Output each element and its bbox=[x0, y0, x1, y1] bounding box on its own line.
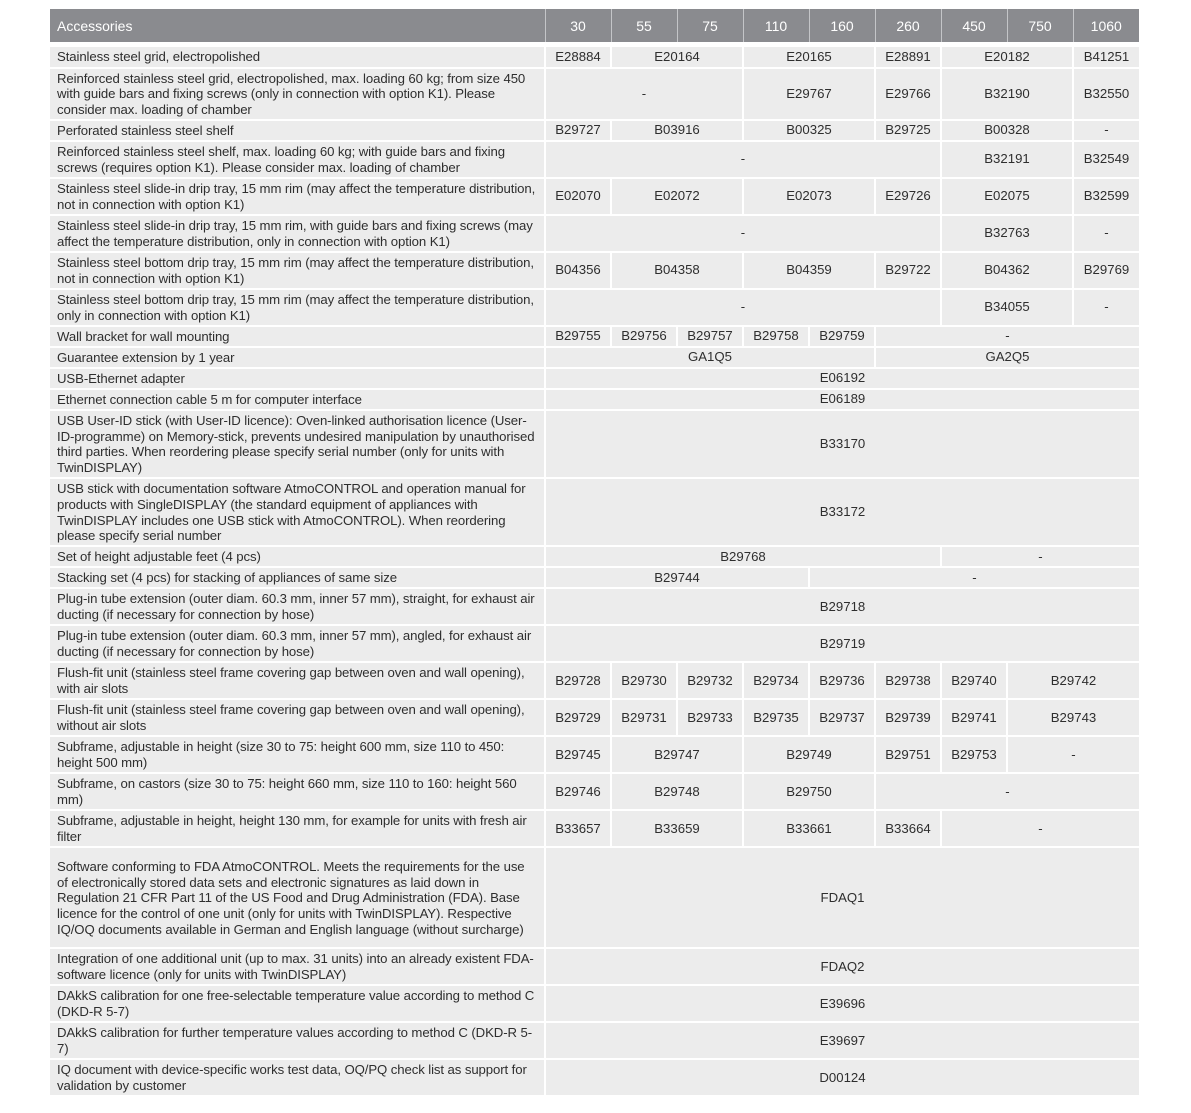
accessories-table bbox=[50, 9, 1139, 1097]
header-row bbox=[50, 9, 1139, 42]
order-number-cell: B32549 bbox=[1073, 141, 1139, 178]
table-row bbox=[50, 736, 1139, 773]
header-size-450: 450 bbox=[941, 9, 1007, 42]
table-row bbox=[50, 810, 1139, 847]
accessory-description: Subframe, on castors (size 30 to 75: height 660 mm, size 110 to 160: height 560 mm) bbox=[50, 773, 545, 810]
table-row bbox=[50, 252, 1139, 289]
table-row bbox=[50, 773, 1139, 810]
order-number-cell: B32191 bbox=[941, 141, 1073, 178]
order-number-cell: B29731 bbox=[611, 699, 677, 736]
order-number-cell: - bbox=[545, 215, 941, 252]
accessory-description: Wall bracket for wall mounting bbox=[50, 326, 545, 347]
order-number-cell: B29728 bbox=[545, 662, 611, 699]
order-number-cell: B34055 bbox=[941, 289, 1073, 326]
order-number-cell: GA1Q5 bbox=[545, 347, 875, 368]
order-number-cell: B32190 bbox=[941, 68, 1073, 120]
order-number-cell: E02075 bbox=[941, 178, 1073, 215]
accessory-description: USB-Ethernet adapter bbox=[50, 368, 545, 389]
table-row bbox=[50, 368, 1139, 389]
table-row bbox=[50, 625, 1139, 662]
order-number-cell: B29747 bbox=[611, 736, 743, 773]
order-number-cell: - bbox=[1073, 289, 1139, 326]
table-row bbox=[50, 326, 1139, 347]
accessory-description: Stainless steel grid, electropolished bbox=[50, 47, 545, 68]
order-number-cell: B03916 bbox=[611, 120, 743, 141]
order-number-cell: B29743 bbox=[1007, 699, 1139, 736]
order-number-cell: E20182 bbox=[941, 47, 1073, 68]
accessory-description: Set of height adjustable feet (4 pcs) bbox=[50, 546, 545, 567]
order-number-cell: - bbox=[545, 289, 941, 326]
order-number-cell: B29746 bbox=[545, 773, 611, 810]
order-number-cell: B33664 bbox=[875, 810, 941, 847]
order-number-cell: B41251 bbox=[1073, 47, 1139, 68]
order-number-cell: - bbox=[941, 546, 1139, 567]
order-number-cell: B29768 bbox=[545, 546, 941, 567]
header-size-160: 160 bbox=[809, 9, 875, 42]
order-number-cell: E02070 bbox=[545, 178, 611, 215]
order-number-cell: B32763 bbox=[941, 215, 1073, 252]
order-number-cell: E02072 bbox=[611, 178, 743, 215]
table-row bbox=[50, 289, 1139, 326]
order-number-cell: - bbox=[941, 810, 1139, 847]
accessory-description: Ethernet connection cable 5 m for computer interface bbox=[50, 389, 545, 410]
order-number-cell: B04358 bbox=[611, 252, 743, 289]
table-row bbox=[50, 47, 1139, 68]
order-number-cell: D00124 bbox=[545, 1059, 1139, 1096]
order-number-cell: B29733 bbox=[677, 699, 743, 736]
accessory-description: Flush-fit unit (stainless steel frame covering gap between oven and wall opening), with air slots bbox=[50, 662, 545, 699]
order-number-cell: B29725 bbox=[875, 120, 941, 141]
table-row bbox=[50, 141, 1139, 178]
accessory-description: Reinforced stainless steel shelf, max. loading 60 kg; with guide bars and fixing screws (requires option K1). Please consider max. loading of chamber bbox=[50, 141, 545, 178]
order-number-cell: - bbox=[875, 326, 1139, 347]
accessory-description: Integration of one additional unit (up to max. 31 units) into an already existent FDA-software licence (only for units with TwinDISPLAY) bbox=[50, 948, 545, 985]
header-size-75: 75 bbox=[677, 9, 743, 42]
accessory-description: Stainless steel bottom drip tray, 15 mm rim (may affect the temperature distribution, only in connection with option K1) bbox=[50, 289, 545, 326]
table-row bbox=[50, 68, 1139, 120]
order-number-cell: B29737 bbox=[809, 699, 875, 736]
order-number-cell: E39697 bbox=[545, 1022, 1139, 1059]
order-number-cell: GA2Q5 bbox=[875, 347, 1139, 368]
order-number-cell: E20164 bbox=[611, 47, 743, 68]
order-number-cell: B29734 bbox=[743, 662, 809, 699]
order-number-cell: E20165 bbox=[743, 47, 875, 68]
order-number-cell: B33659 bbox=[611, 810, 743, 847]
order-number-cell: B29744 bbox=[545, 567, 809, 588]
accessory-description: Plug-in tube extension (outer diam. 60.3 mm, inner 57 mm), straight, for exhaust air ducting (if necessary for connection by hose) bbox=[50, 588, 545, 625]
order-number-cell: - bbox=[1073, 120, 1139, 141]
order-number-cell: B29729 bbox=[545, 699, 611, 736]
order-number-cell: B29745 bbox=[545, 736, 611, 773]
order-number-cell: B29758 bbox=[743, 326, 809, 347]
order-number-cell: B29736 bbox=[809, 662, 875, 699]
table-row bbox=[50, 178, 1139, 215]
table-row bbox=[50, 389, 1139, 410]
table-row bbox=[50, 478, 1139, 546]
order-number-cell: B29751 bbox=[875, 736, 941, 773]
header-title: Accessories bbox=[50, 9, 545, 42]
table-row bbox=[50, 567, 1139, 588]
accessory-description: Perforated stainless steel shelf bbox=[50, 120, 545, 141]
order-number-cell: FDAQ1 bbox=[545, 847, 1139, 948]
order-number-cell: B04362 bbox=[941, 252, 1073, 289]
order-number-cell: B29718 bbox=[545, 588, 1139, 625]
order-number-cell: B29756 bbox=[611, 326, 677, 347]
order-number-cell: B29727 bbox=[545, 120, 611, 141]
order-number-cell: B29755 bbox=[545, 326, 611, 347]
order-number-cell: B29750 bbox=[743, 773, 875, 810]
table-row bbox=[50, 546, 1139, 567]
accessory-description: USB stick with documentation software AtmoCONTROL and operation manual for products with SingleDISPLAY (the standard equipment of appliances with TwinDISPLAY includes one USB stick with AtmoCONTROL). When reordering please specify serial number bbox=[50, 478, 545, 546]
order-number-cell: B04359 bbox=[743, 252, 875, 289]
table-row bbox=[50, 985, 1139, 1022]
order-number-cell: B29740 bbox=[941, 662, 1007, 699]
accessory-description: Stainless steel bottom drip tray, 15 mm rim (may affect the temperature distribution, not in connection with option K1) bbox=[50, 252, 545, 289]
order-number-cell: B29753 bbox=[941, 736, 1007, 773]
table-row bbox=[50, 699, 1139, 736]
order-number-cell: - bbox=[1007, 736, 1139, 773]
order-number-cell: B29757 bbox=[677, 326, 743, 347]
header-size-30: 30 bbox=[545, 9, 611, 42]
order-number-cell: - bbox=[545, 68, 743, 120]
order-number-cell: - bbox=[875, 773, 1139, 810]
table-row bbox=[50, 1059, 1139, 1096]
accessory-description: Stacking set (4 pcs) for stacking of appliances of same size bbox=[50, 567, 545, 588]
order-number-cell: E29767 bbox=[743, 68, 875, 120]
order-number-cell: B29748 bbox=[611, 773, 743, 810]
order-number-cell: B32599 bbox=[1073, 178, 1139, 215]
order-number-cell: - bbox=[1073, 215, 1139, 252]
accessories-table-container bbox=[50, 9, 1139, 1097]
accessory-description: Reinforced stainless steel grid, electropolished, max. loading 60 kg; from size 450 with guide bars and fixing screws (only in connection with option K1). Please consider max. loading of chamber bbox=[50, 68, 545, 120]
order-number-cell: B29749 bbox=[743, 736, 875, 773]
order-number-cell: FDAQ2 bbox=[545, 948, 1139, 985]
table-body bbox=[50, 47, 1139, 1097]
table-row bbox=[50, 588, 1139, 625]
accessory-description: DAkkS calibration for further temperature values according to method C (DKD-R 5-7) bbox=[50, 1022, 545, 1059]
order-number-cell: B33170 bbox=[545, 410, 1139, 478]
order-number-cell: - bbox=[545, 141, 941, 178]
order-number-cell: B04356 bbox=[545, 252, 611, 289]
accessory-description: Software conforming to FDA AtmoCONTROL. Meets the requirements for the use of electronically stored data sets and electronic signatures as laid down in Regulation 21 CFR Part 11 of the US Food and Drug Administration (FDA). Base licence for the control of one unit (only for units with TwinDISPLAY). Respective IQ/OQ documents available in German and English language (without surcharge) bbox=[50, 847, 545, 948]
accessory-description: IQ document with device-specific works test data, OQ/PQ check list as support for validation by customer bbox=[50, 1059, 545, 1096]
order-number-cell: B29742 bbox=[1007, 662, 1139, 699]
accessory-description: Subframe, adjustable in height (size 30 to 75: height 600 mm, size 110 to 450: height 500 mm) bbox=[50, 736, 545, 773]
table-header bbox=[50, 9, 1139, 47]
header-size-110: 110 bbox=[743, 9, 809, 42]
order-number-cell: B00325 bbox=[743, 120, 875, 141]
order-number-cell: B33657 bbox=[545, 810, 611, 847]
order-number-cell: B00328 bbox=[941, 120, 1073, 141]
accessory-description: Stainless steel slide-in drip tray, 15 mm rim, with guide bars and fixing screws (may affect the temperature distribution, only in connection with option K1) bbox=[50, 215, 545, 252]
order-number-cell: E28884 bbox=[545, 47, 611, 68]
order-number-cell: E39696 bbox=[545, 985, 1139, 1022]
order-number-cell: B29741 bbox=[941, 699, 1007, 736]
order-number-cell: E06192 bbox=[545, 368, 1139, 389]
order-number-cell: B29735 bbox=[743, 699, 809, 736]
order-number-cell: B29769 bbox=[1073, 252, 1139, 289]
table-row bbox=[50, 347, 1139, 368]
accessory-description: Plug-in tube extension (outer diam. 60.3 mm, inner 57 mm), angled, for exhaust air ducting (if necessary for connection by hose) bbox=[50, 625, 545, 662]
table-row bbox=[50, 662, 1139, 699]
table-row bbox=[50, 847, 1139, 948]
header-size-1060: 1060 bbox=[1073, 9, 1139, 42]
accessory-description: Flush-fit unit (stainless steel frame covering gap between oven and wall opening), without air slots bbox=[50, 699, 545, 736]
table-row bbox=[50, 948, 1139, 985]
order-number-cell: B29738 bbox=[875, 662, 941, 699]
table-row bbox=[50, 410, 1139, 478]
accessory-description: Subframe, adjustable in height, height 130 mm, for example for units with fresh air filter bbox=[50, 810, 545, 847]
order-number-cell: B29719 bbox=[545, 625, 1139, 662]
accessory-description: Guarantee extension by 1 year bbox=[50, 347, 545, 368]
order-number-cell: E02073 bbox=[743, 178, 875, 215]
order-number-cell: E29766 bbox=[875, 68, 941, 120]
header-size-260: 260 bbox=[875, 9, 941, 42]
header-size-55: 55 bbox=[611, 9, 677, 42]
header-size-750: 750 bbox=[1007, 9, 1073, 42]
accessory-description: USB User-ID stick (with User-ID licence): Oven-linked authorisation licence (User-ID-programme) on Memory-stick, prevents undesired manipulation by unauthorised third parties. When reordering please specify serial number (only for units with TwinDISPLAY) bbox=[50, 410, 545, 478]
table-row bbox=[50, 215, 1139, 252]
order-number-cell: B29730 bbox=[611, 662, 677, 699]
order-number-cell: B29739 bbox=[875, 699, 941, 736]
table-row bbox=[50, 1022, 1139, 1059]
order-number-cell: B32550 bbox=[1073, 68, 1139, 120]
order-number-cell: B29732 bbox=[677, 662, 743, 699]
order-number-cell: B33172 bbox=[545, 478, 1139, 546]
order-number-cell: E28891 bbox=[875, 47, 941, 68]
order-number-cell: B33661 bbox=[743, 810, 875, 847]
order-number-cell: E06189 bbox=[545, 389, 1139, 410]
order-number-cell: B29759 bbox=[809, 326, 875, 347]
table-row bbox=[50, 120, 1139, 141]
order-number-cell: E29726 bbox=[875, 178, 941, 215]
order-number-cell: B29722 bbox=[875, 252, 941, 289]
accessory-description: DAkkS calibration for one free-selectable temperature value according to method C (DKD-R 5-7) bbox=[50, 985, 545, 1022]
accessory-description: Stainless steel slide-in drip tray, 15 mm rim (may affect the temperature distribution, not in connection with option K1) bbox=[50, 178, 545, 215]
order-number-cell: - bbox=[809, 567, 1139, 588]
